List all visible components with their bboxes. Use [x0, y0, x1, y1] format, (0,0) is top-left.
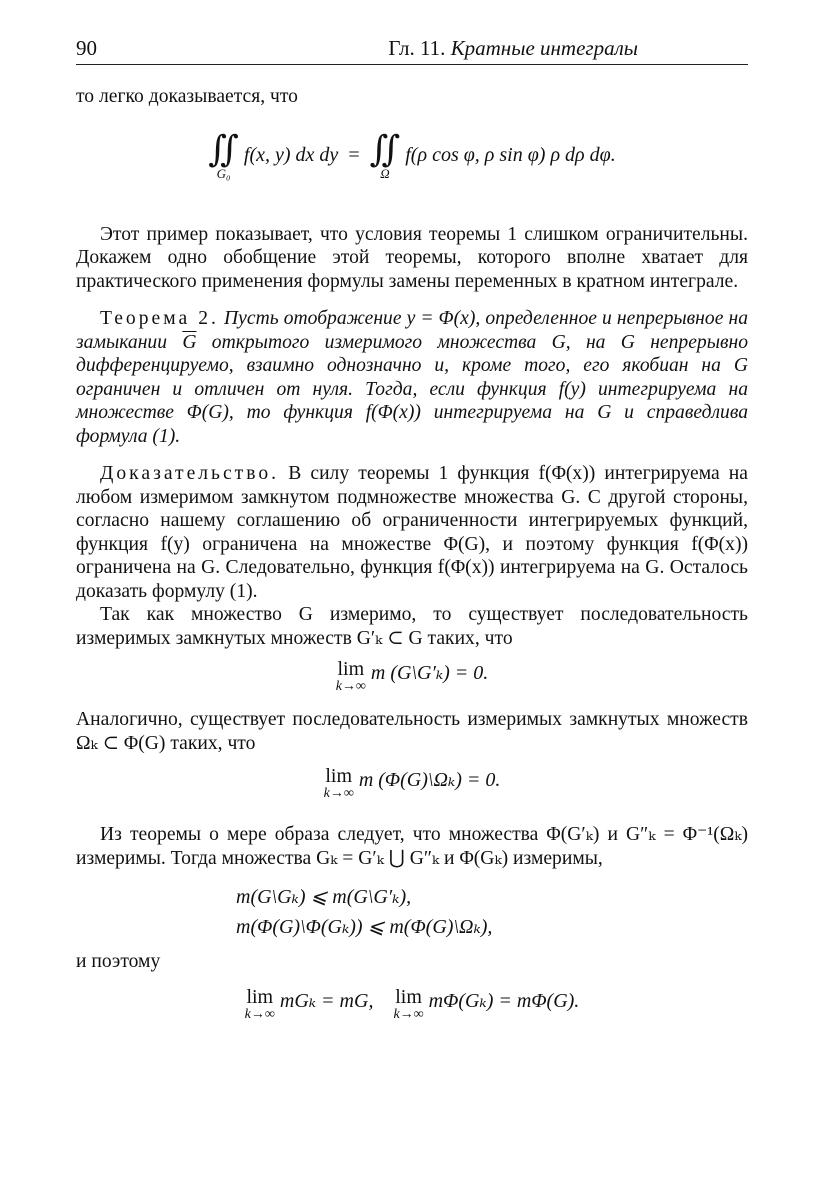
- limit-expression: m (Φ(G)\Ωₖ) = 0.: [358, 769, 501, 791]
- page: [76, 30, 748, 1032]
- paragraph-sequence-g: Так как множество G измеримо, то существует последовательность измеримых замкнутых множеств G′ₖ ⊂ G таких, что: [76, 604, 748, 649]
- paragraph-sequence-omega: Аналогично, существует последовательность измеримых замкнутых множеств Ωₖ ⊂ Φ(G) таких, что: [76, 709, 748, 754]
- left-integrand: f(x, y) dx dy: [243, 143, 339, 166]
- chapter-number: Гл. 11.: [388, 36, 446, 60]
- domain-g0: G₀: [216, 165, 231, 181]
- theorem-text-b: открытого измеримого множества G, на G непрерывно дифференцируемо, взаимно однозначно и, кроме того, его якобиан на G ограничен и отличен от нуля. Тогда, если функция f(y) интегрируема на множестве Φ(G), то функция f(Φ(x)) интегрируема на G и справедлива формула (1).: [76, 331, 748, 447]
- limit-operator: lim k→∞: [335, 658, 366, 694]
- double-integral-left: ∬ G₀: [208, 128, 239, 181]
- limit-expression-2: mΦ(Gₖ) = mΦ(G).: [428, 989, 580, 1012]
- double-integral-right: ∬ Ω: [369, 128, 401, 181]
- paragraph-image-measure: Из теоремы о мере образа следует, что множества Φ(G′ₖ) и G″ₖ = Φ⁻¹(Ωₖ) измеримы. Тогда множества Gₖ = G′ₖ ⋃ G″ₖ и Φ(Gₖ) измеримы,: [76, 824, 748, 869]
- inequalities: [236, 882, 748, 942]
- running-title: [388, 36, 638, 61]
- theorem-2: [76, 307, 748, 448]
- therefore-line: и поэтому: [76, 951, 161, 972]
- limit-expression: m (G\G′ₖ) = 0.: [370, 662, 489, 684]
- running-header: [76, 30, 748, 65]
- paragraph-example: Этот пример показывает, что условия теоремы 1 слишком ограничительны. Докажем одно обобщение этой теоремы, которого вполне хватает для практического применения формулы замены переменных в кратном интеграле.: [76, 223, 748, 292]
- proof: [76, 462, 748, 603]
- theorem-text-a: Пусть отображение y = Φ(x), определенное и непрерывное на замыкании: [76, 308, 748, 353]
- intro-line: то легко доказывается, что: [76, 86, 298, 107]
- formula-limit-g: [76, 660, 748, 704]
- limit-operator: lim k→∞: [323, 765, 354, 801]
- theorem-label: Теорема 2.: [100, 308, 219, 329]
- formula-polar-change: ∬ G₀ f(x, y) dx dy = ∬ Ω f(ρ cos φ, ρ sin φ) ρ dρ dφ.: [208, 128, 616, 181]
- inequality-1: m(G\Gₖ) ⩽ m(G\G′ₖ),: [236, 886, 412, 908]
- right-integrand: f(ρ cos φ, ρ sin φ) ρ dρ dφ.: [405, 143, 616, 166]
- domain-omega: Ω: [380, 165, 390, 181]
- limit-operator-2: lim k→∞: [393, 985, 424, 1022]
- formula-limit-omega: [76, 767, 748, 811]
- chapter-title: Кратные интегралы: [450, 36, 638, 60]
- formula-final-limits: [76, 985, 748, 1032]
- proof-label: Доказательство.: [100, 463, 280, 484]
- page-number: 90: [76, 36, 97, 60]
- proof-text: В силу теоремы 1 функция f(Φ(x)) интегрируема на любом измеримом замкнутом подмножестве множества G. С другой стороны, согласно нашему соглашению об ограниченности интегрируемых функций, функция f(y) ограничена на множестве Φ(G), и поэтому функция f(Φ(x)) ограничена на G. Следовательно, функция f(Φ(x)) интегрируема на G. Осталось доказать формулу (1).: [76, 463, 748, 602]
- limit-operator-1: lim k→∞: [244, 985, 275, 1022]
- inequality-2: m(Φ(G)\Φ(Gₖ)) ⩽ m(Φ(G)\Ωₖ),: [236, 916, 493, 938]
- closure-g: $\overline{G}$: [182, 331, 197, 353]
- limit-expression-1: mGₖ = mG,: [279, 989, 374, 1012]
